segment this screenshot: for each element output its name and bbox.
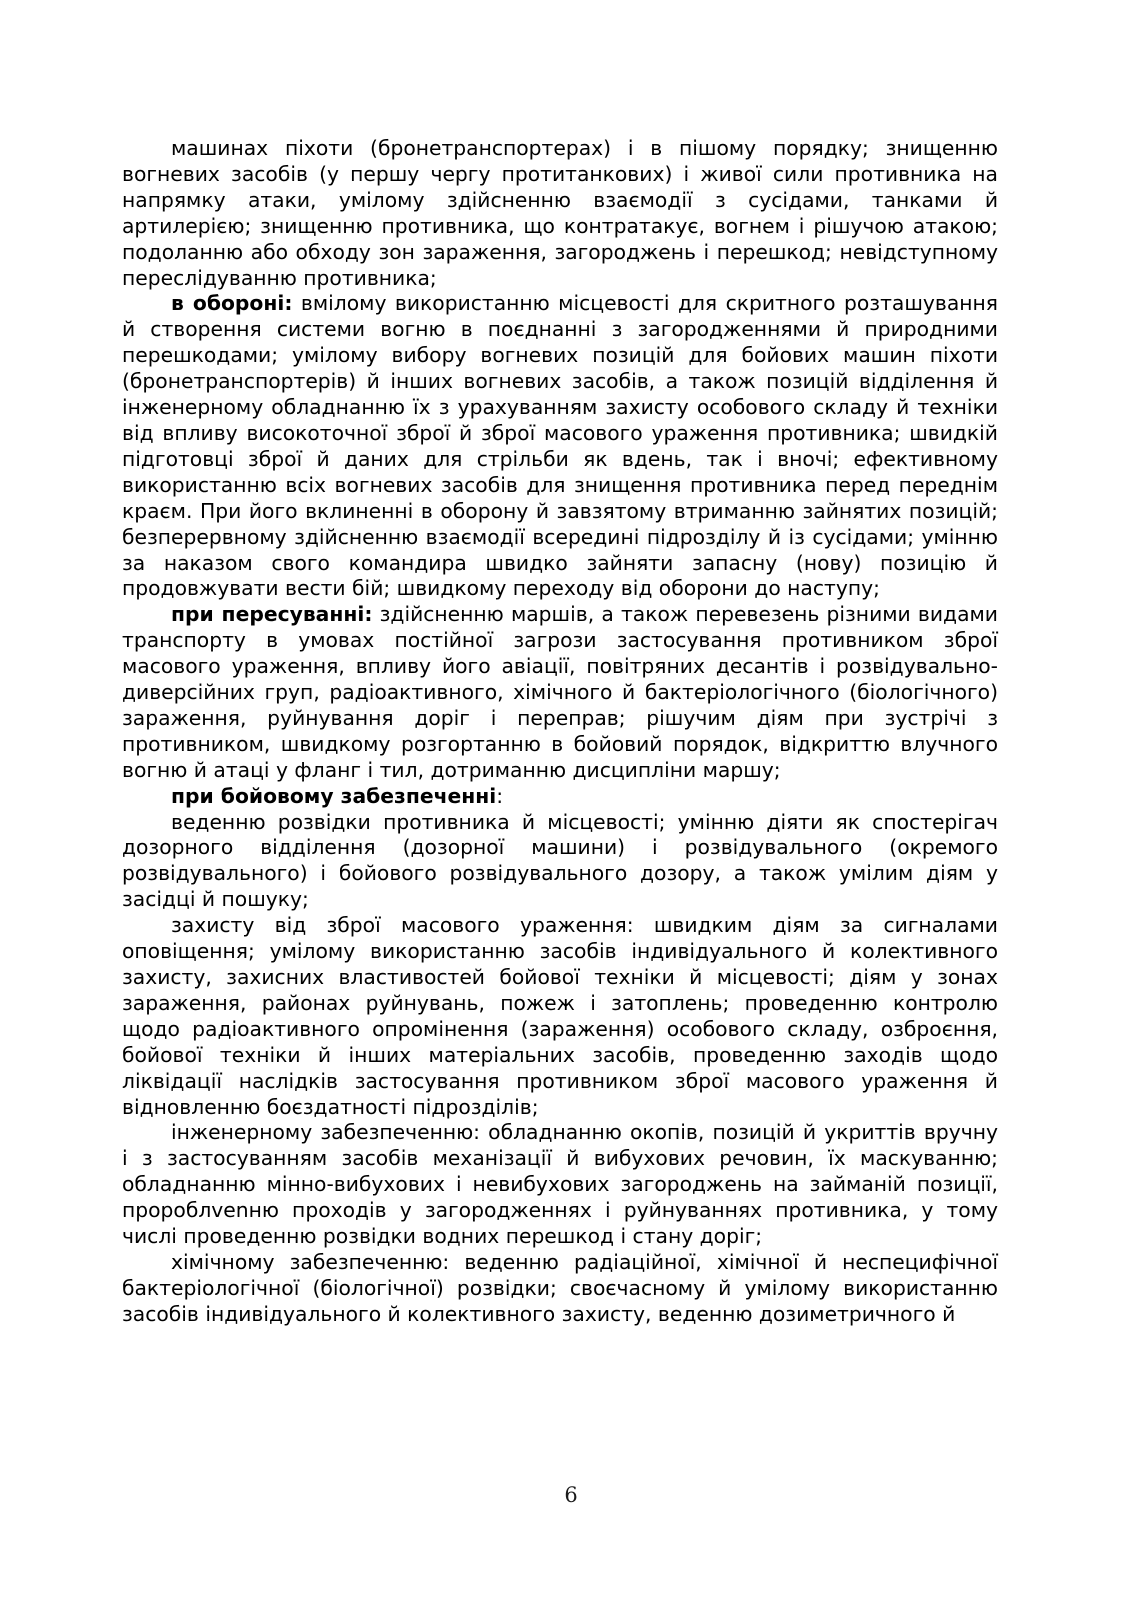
paragraph-reconnaissance: веденню розвідки противника й місцевості; умінню діяти як спостерігач дозорного відділення (дозорної машини) і розвідувального (окремого розвідувального) і бойового розвідувального дозору, а також умілим діям у засідці й пошуку; [122, 809, 998, 912]
paragraph-wmd-protection: захисту від зброї масового ураження: швидким діям за сигналами оповіщення; умілому використанню засобів індивідуального й колективного захисту, захисних властивостей бойової техніки й місцевості; діям у зонах зараження, районах руйнувань, пожеж і затоплень; проведенню контролю щодо радіоактивного опромінення (зараження) особового складу, озброєння, бойової техніки й інших матеріальних засобів, проведенню заходів щодо ліквідації наслідків застосування противником зброї масового ураження й відновленню боєздатності підрозділів; [122, 913, 998, 1119]
page-number: 6 [564, 1483, 578, 1507]
lead-in-defence: в обороні: [171, 291, 293, 316]
paragraph-chemical-support: хімічному забезпеченню: веденню радіаційної, хімічної й неспецифічної бактеріологічної (біологічної) розвідки; своєчасному й умілому використанню засобів індивідуального й колективного захисту, веденню дозиметричного й [122, 1249, 998, 1326]
paragraph-in-defence [122, 291, 998, 602]
paragraph-in-defence-body: вмілому використанню місцевості для скритного розташування й створення системи вогню в поєднанні з загородженнями й природними перешкодами; умілому вибору вогневих позицій для бойових машин піхоти (бронетранспортерів) й інших вогневих засобів, а також позицій відділення й інженерному обладнанню їх з урахуванням захисту особового складу й техніки від впливу високоточної зброї й зброї масового ураження противника; швидкій підготовці зброї й даних для стрільби як вдень, так і вночі; ефективному використанню всіх вогневих засобів для знищення противника перед переднім краєм. При його вклиненні в оборону й завзятому втриманню зайнятих позицій; безперервному здійсненню взаємодії всередині підрозділу й із сусідами; умінню за наказом свого командира швидко зайняти запасну (нову) позицію й продовжувати вести бій; швидкому переходу від оборони до наступу; [122, 291, 998, 601]
paragraph-combat-in-attack: машинах піхоти (бронетранспортерах) і в пішому порядку; знищенню вогневих засобів (у першу чергу протитанкових) і живої сили противника на напрямку атаки, умілому здійсненню взаємодії з сусідами, танками й артилерією; знищенню противника, що контратакує, вогнем і рішучою атакою; подоланню або обходу зон зараження, загороджень і перешкод; невідступному переслідуванню противника; [122, 136, 998, 290]
lead-combat-support: при бойовому забезпеченні [171, 783, 497, 808]
paragraph-on-the-move [122, 602, 998, 783]
heading-combat-support [122, 784, 998, 810]
lead-on-the-move: при пересуванні: [171, 602, 373, 627]
paragraph-on-the-move-body: здійсненню маршів, а також перевезень різними видами транспорту в умовах постійної загрози застосування противником зброї масового ураження, впливу його авіації, повітряних десантів і розвідувально-диверсійних груп, радіоактивного, хімічного й бактеріологічного (біологічного) зараження, руйнування доріг і переправ; рішучим діям при зустрічі з противником, швидкому розгортанню в бойовий порядок, відкриттю влучного вогню й атаці у фланг і тил, дотриманню дисципліни маршу; [122, 602, 998, 782]
page-body-text [122, 136, 998, 1328]
heading-combat-support-colon: : [496, 783, 504, 808]
paragraph-engineer-support: інженерному забезпеченню: обладнанню окопів, позицій й укриттів вручну і з застосуванням засобів механізації й вибухових речовин, їх маскуванню; обладнанню мінно-вибухових і невибухових загороджень на займаній позиції, пророблvenню проходів у загородженнях і руйнуваннях противника, у тому числі проведенню розвідки водних перешкод і стану доріг; [122, 1120, 998, 1249]
